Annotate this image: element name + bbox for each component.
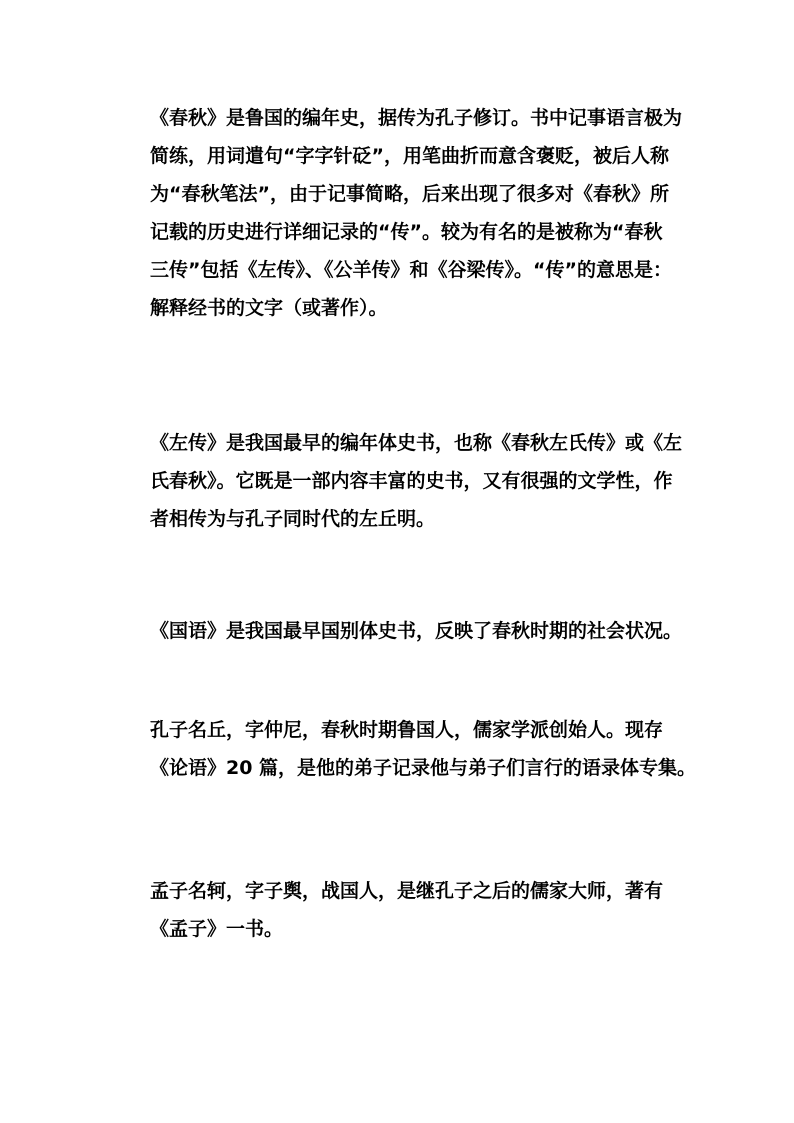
text-line: 《论语》20 篇，是他的弟子记录他与弟子们言行的语录体专集。 (150, 757, 697, 779)
text-line: 《左传》是我国最早的编年体史书，也称《春秋左氏传》或《左 (150, 432, 683, 454)
paragraph-mengzi (150, 872, 710, 948)
text-line: 为“春秋笔法”，由于记事简略，后来出现了很多对《春秋》所 (150, 183, 669, 205)
paragraph-kongzi (150, 711, 710, 787)
text-line: 孟子名轲，字子舆，战国人，是继孔子之后的儒家大师，著有 (150, 880, 664, 902)
paragraph-chunqiu (150, 99, 710, 327)
text-line: 《孟子》一书。 (150, 918, 284, 940)
text-line: 解释经书的文字（或著作）。 (150, 297, 388, 319)
text-line: 氏春秋》。它既是一部内容丰富的史书，又有很强的文学性，作 (150, 470, 673, 492)
paragraph-guoyu (150, 612, 710, 650)
text-line: 《春秋》是鲁国的编年史，据传为孔子修订。书中记事语言极为 (150, 107, 683, 129)
text-line: 者相传为与孔子同时代的左丘明。 (150, 508, 436, 530)
text-line: 《国语》是我国最早国别体史书，反映了春秋时期的社会状况。 (150, 620, 683, 642)
text-line: 记载的历史进行详细记录的“传”。较为有名的是被称为“春秋 (150, 221, 663, 243)
text-line: 孔子名丘，字仲尼，春秋时期鲁国人，儒家学派创始人。现存 (150, 719, 664, 741)
paragraph-zuozhuan (150, 424, 710, 538)
text-line: 三传”包括《左传》、《公羊传》和《谷梁传》。“传”的意思是： (150, 259, 672, 281)
text-line: 简练，用词遣句“字字针砭”，用笔曲折而意含褒贬，被后人称 (150, 145, 669, 167)
